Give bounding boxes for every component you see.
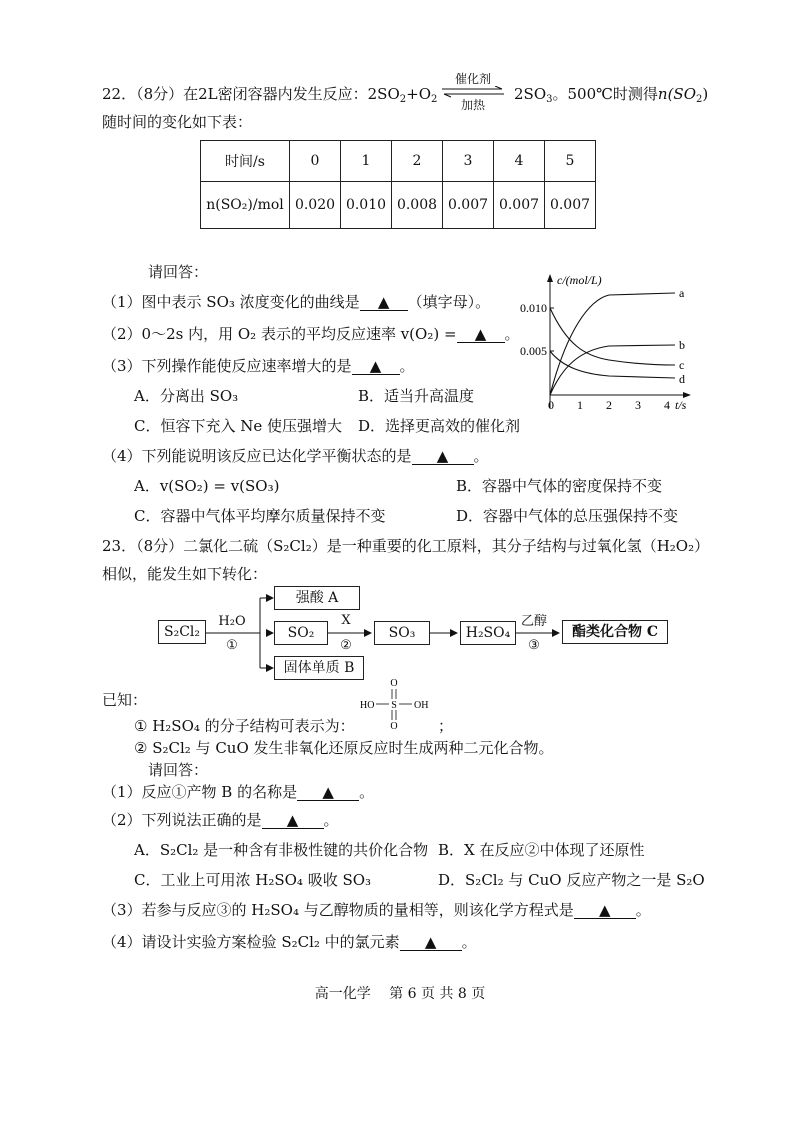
q22-p4-option-a: A．v(SO₂) = v(SO₃) [134,477,280,495]
q22-p3-option-b: B．适当升高温度 [358,387,475,405]
q22-p4-option-b: B．容器中气体的密度保持不变 [456,477,663,495]
flow-solid-b: 固体单质 B [274,656,364,680]
q22-p3-option-a: A．分离出 SO₃ [134,387,239,405]
answer-blank[interactable]: ▲ [262,812,324,829]
q22-p3: （3）下列操作能使反应速率增大的是 ▲ 。 [102,357,415,375]
table-cell: 0 [290,141,341,182]
curve-label-a: a [679,286,685,300]
q23-p2-option-c: C．工业上可用浓 H₂SO₄ 吸收 SO₃ [134,871,372,889]
struct-o-top: O [390,678,398,689]
q23-known-1-tail: ； [438,717,454,735]
y-axis-label: c/(mol/L) [557,273,602,287]
answer-blank[interactable]: ▲ [412,448,474,465]
table-cell: 0.007 [545,182,596,229]
table-cell: 0.007 [443,182,494,229]
answer-blank[interactable]: ▲ [400,934,462,951]
q23-p1: （1）反应①产物 B 的名称是 ▲ 。 [102,783,375,801]
arrow-icon [552,629,560,637]
q22-ask: 请回答： [148,263,209,281]
answer-blank[interactable]: ▲ [574,902,636,919]
curve-a [550,293,675,395]
x-axis-label: t/s [675,398,687,412]
x-tick-label: 2 [606,398,612,412]
catalyst-label: 催化剂 [454,72,491,86]
q23-line2: 相似，能发生如下转化： [102,565,268,583]
arrow-icon [450,629,458,637]
curve-label-b: b [679,338,685,352]
q22-line2: 随时间的变化如下表： [102,113,253,131]
table-cell: 0.008 [392,182,443,229]
q23-known-1: ① H₂SO₄ 的分子结构可表示为： [134,717,355,735]
q22-p3-option-d: D．选择更高效的催化剂 [358,417,521,435]
q22-p1: （1）图中表示 SO₃ 浓度变化的曲线是 ▲ （填字母）。 [102,293,491,311]
x-tick-label: 3 [635,398,641,412]
y-tick-label: 0.005 [520,344,547,358]
arrow-icon [364,629,372,637]
answer-blank[interactable]: ▲ [297,784,359,801]
q22-p2: （2）0～2s 内，用 O₂ 表示的平均反应速率 v(O₂) = ▲ 。 [102,325,520,343]
q23-p4: （4）请设计实验方案检验 S₂Cl₂ 中的氯元素 ▲ 。 [102,933,477,951]
so2-table [200,140,596,229]
page-footer: 高一化学 第 6 页 共 8 页 [314,986,486,1002]
q23-p3: （3）若参与反应③的 H₂SO₄ 与乙醇物质的量相等，则该化学方程式是 ▲ 。 [102,901,651,919]
q23-known: 已知： [102,691,148,709]
table-cell: 0.007 [494,182,545,229]
flow-step1-number: ① [226,638,238,653]
flow-s2cl2: S₂Cl₂ [158,620,206,644]
answer-blank[interactable]: ▲ [352,358,400,375]
table-cell: 0.020 [290,182,341,229]
flow-h2so4: H₂SO₄ [460,621,516,645]
q23-ask: 请回答： [148,761,209,779]
table-header-n: n(SO₂)/mol [201,182,290,229]
curve-label-d: d [679,372,685,386]
arrow-icon [266,664,274,672]
q22-p4-option-c: C．容器中气体平均摩尔质量保持不变 [134,507,386,525]
q23-header: 23．（8分）二氯化二硫（S₂Cl₂）是一种重要的化工原料，其分子结构与过氧化氢（H₂O₂） [102,537,710,555]
table-cell: 5 [545,141,596,182]
q22-header: 22．（8分）在2L密闭容器内发生反应：$2SO_2+O_2$ [102,85,438,105]
q22-p4: （4）下列能说明该反应已达化学平衡状态的是 ▲ 。 [102,447,489,465]
table-header-time: 时间/s [201,141,290,182]
heat-label: 加热 [460,98,485,112]
x-tick-label: 4 [664,398,670,412]
arrow-icon [266,594,274,602]
concentration-graph [505,270,705,420]
x-tick-label: 0 [548,398,554,412]
flow-ethanol-label: 乙醇 [520,614,547,629]
q22-p3-option-c: C．恒容下充入 Ne 使压强增大 [134,417,343,435]
table-cell: 2 [392,141,443,182]
curve-b [550,345,675,395]
struct-oh-right: OH [414,700,429,711]
table-cell: 4 [494,141,545,182]
flow-step3-number: ③ [528,638,540,653]
table-cell: 0.010 [341,182,392,229]
curve-c [550,308,675,365]
table-cell: 1 [341,141,392,182]
flow-strong-acid-a: 强酸 A [274,586,360,610]
table-row [201,182,596,229]
q23-p2-option-b: B．X 在反应②中体现了还原性 [438,841,645,859]
y-tick-label: 0.010 [520,301,547,315]
flow-ester-c: 酯类化合物 C [562,620,668,644]
struct-ho-left: HO [360,700,375,711]
arrow-icon [266,629,274,637]
struct-o-bottom: O [390,721,398,732]
q23-known-2: ② S₂Cl₂ 与 CuO 发生非氧化还原反应时生成两种二元化合物。 [134,739,554,757]
flow-h2o-label: H₂O [218,614,246,629]
answer-blank[interactable]: ▲ [457,326,505,343]
curve-label-c: c [679,358,685,372]
q23-p2: （2）下列说法正确的是 ▲ 。 [102,811,339,829]
q22-p4-option-d: D．容器中气体的总压强保持不变 [456,507,679,525]
y-axis-arrow-icon [547,274,553,282]
q23-p2-option-d: D．S₂Cl₂ 与 CuO 反应产物之一是 S₂O [438,871,705,889]
struct-s: S [391,700,397,711]
q23-p2-option-a: A．S₂Cl₂ 是一种含有非极性键的共价化合物 [134,841,429,859]
q22-header-tail: $2SO_3$。500℃时测得$n(SO_2)$ [514,85,709,105]
flow-so2: SO₂ [274,621,328,645]
flow-step2-number: ② [340,638,352,653]
x-tick-label: 1 [577,398,583,412]
answer-blank[interactable]: ▲ [360,294,408,311]
table-row [201,141,596,182]
table-cell: 3 [443,141,494,182]
h2so4-structure [356,676,436,732]
flow-x-label: X [341,613,351,628]
flow-so3: SO₃ [374,621,430,645]
equilibrium-arrow-icon [440,86,506,98]
